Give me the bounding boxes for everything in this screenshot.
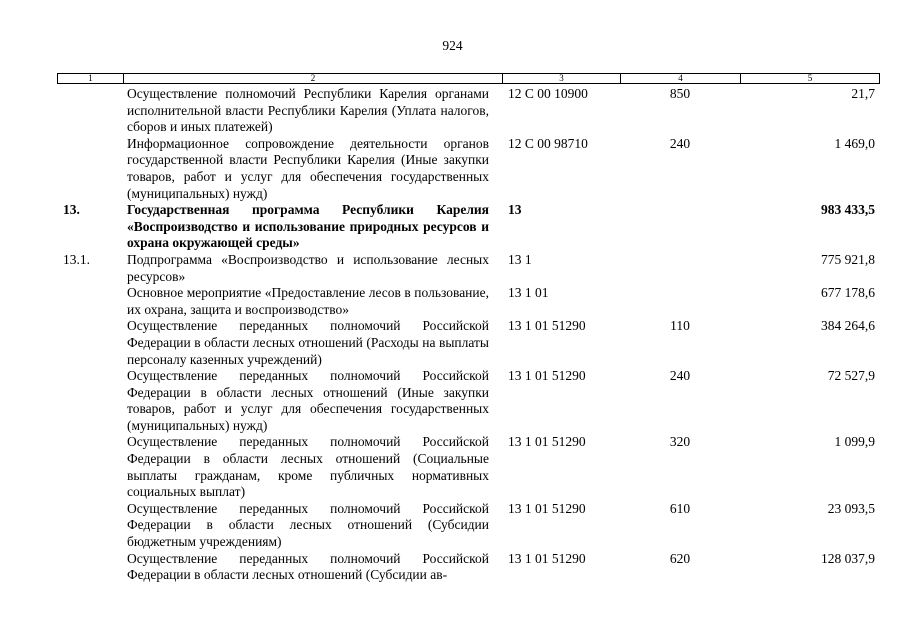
- row-type: 850: [669, 86, 691, 101]
- row-code: 13 1 01 51290: [508, 500, 586, 516]
- table-row-program: [57, 202, 880, 252]
- row-number: 13.1.: [63, 251, 90, 267]
- row-description: Осуществление переданных полномочий Российской Федерации в области лесных отношений (Расходы на выплаты персоналу казенных учреждений): [127, 318, 489, 367]
- row-description: Осуществление переданных полномочий Российской Федерации в области лесных отношений (Субсидии бюджетным учреждениям): [127, 500, 489, 550]
- table-row: [57, 318, 880, 368]
- row-amount: 677 178,6: [821, 285, 875, 301]
- table-row: [57, 434, 880, 500]
- row-code: 12 С 00 10900: [508, 86, 588, 101]
- row-amount: 72 527,9: [827, 368, 875, 384]
- budget-table: [57, 86, 880, 584]
- row-type: 110: [670, 318, 690, 334]
- table-row: [57, 501, 880, 551]
- column-header-1: 1: [58, 74, 124, 83]
- row-description: Подпрограмма «Воспроизводство и использование лесных ресурсов»: [127, 251, 489, 284]
- row-code: 13 1 01 51290: [508, 368, 586, 384]
- row-description: Государственная программа Республики Карелия «Воспроизводство и использование природных ресурсов и охрана окружающей среды»: [127, 202, 489, 251]
- table-row: [57, 285, 880, 318]
- row-type: 320: [669, 434, 691, 450]
- row-code: 13: [508, 202, 522, 218]
- row-code: 13 1 01 51290: [508, 434, 586, 450]
- row-amount: 775 921,8: [821, 251, 875, 267]
- page-number: 924: [442, 38, 463, 53]
- row-type: 620: [669, 550, 691, 566]
- row-number: 13.: [63, 202, 80, 218]
- row-code: 12 С 00 98710: [508, 135, 588, 151]
- row-amount: 983 433,5: [821, 202, 875, 218]
- row-description: Осуществление переданных полномочий Российской Федерации в области лесных отношений (Субсидии ав-: [127, 550, 489, 583]
- row-description: Информационное сопровождение деятельности органов государственной власти Республики Карелия (Иные закупки товаров, работ и услуг для обеспечения государственных (муниципальных) нужд): [127, 135, 489, 201]
- row-amount: 1 099,9: [834, 434, 875, 450]
- row-amount: 384 264,6: [821, 318, 875, 334]
- row-amount: 128 037,9: [821, 550, 875, 566]
- row-type: 240: [669, 368, 691, 384]
- table-header: [57, 73, 880, 84]
- row-type: 610: [669, 500, 691, 516]
- row-amount: 1 469,0: [834, 135, 875, 151]
- column-header-4: 4: [621, 74, 741, 83]
- column-header-2: 2: [124, 74, 503, 83]
- row-description: Осуществление переданных полномочий Российской Федерации в области лесных отношений (Социальные выплаты гражданам, кроме публичных нормативных социальных выплат): [127, 434, 489, 500]
- row-amount: 23 093,5: [827, 500, 875, 516]
- table-row-subprogram: [57, 252, 880, 285]
- row-code: 13 1 01 51290: [508, 550, 586, 566]
- table-row: [57, 136, 880, 202]
- row-description: Осуществление переданных полномочий Российской Федерации в области лесных отношений (Иные закупки товаров, работ и услуг для обеспечения государственных (муниципальных) нужд): [127, 368, 489, 433]
- row-code: 13 1 01 51290: [508, 318, 586, 334]
- row-description: Основное мероприятие «Предоставление лесов в пользование, их охрана, защита и воспроизводство»: [127, 285, 489, 317]
- row-code: 13 1: [508, 251, 532, 267]
- row-amount: 21,7: [851, 86, 875, 101]
- row-type: 240: [669, 135, 691, 151]
- column-header-5: 5: [807, 73, 813, 83]
- row-description: Осуществление полномочий Республики Карелия органами исполнительной власти Республики Карелия (Уплата налогов, сборов и иных платежей): [127, 86, 489, 135]
- table-row: [57, 86, 880, 136]
- table-row: [57, 551, 880, 584]
- column-header-3: 3: [503, 74, 621, 83]
- row-code: 13 1 01: [508, 285, 549, 301]
- table-row: [57, 368, 880, 434]
